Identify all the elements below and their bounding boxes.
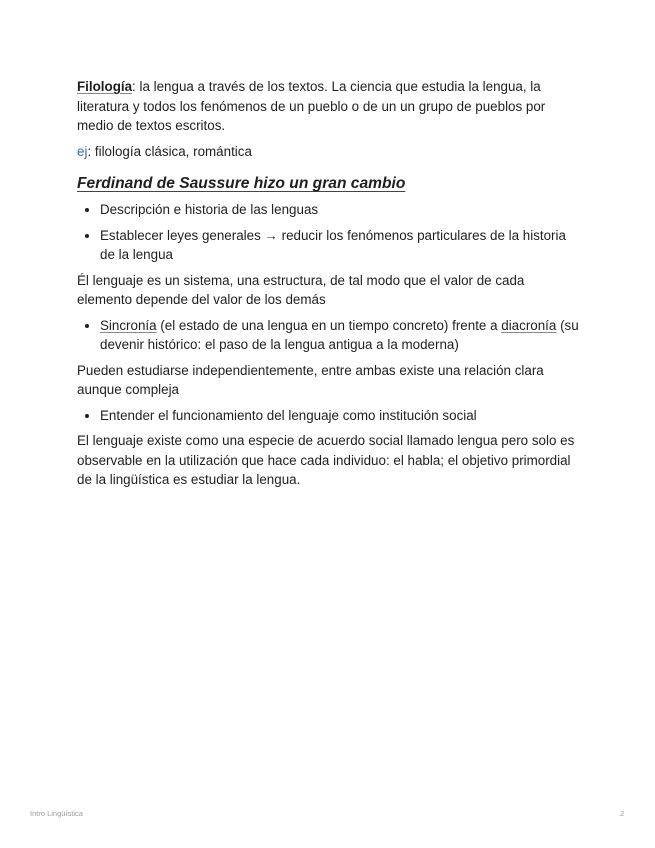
diacronia-end: (su devenir histórico: el paso de la lengua antigua a la moderna)	[100, 317, 579, 352]
lenguaje-paragraph: El lenguaje existe como una especie de acuerdo social llamado lengua pero solo es observable en la utilización que hace cada individuo: el habla; el objetivo primordial de la lingüística es estudiar la lengua.	[77, 433, 575, 487]
footer-title: Intro Lingüística	[30, 809, 83, 818]
list-item	[100, 316, 582, 355]
page-number: 2	[620, 809, 625, 818]
list-item: • Descripción e historia de las lenguas	[100, 200, 582, 220]
section-heading	[77, 174, 582, 194]
section-heading-text: Ferdinand de Saussure hizo un gran cambio	[77, 175, 406, 192]
sincronia-list	[77, 316, 582, 355]
example-line	[77, 142, 582, 162]
saussure-list	[77, 200, 582, 265]
sincronia-middle: (el estado de una lengua en un tiempo concreto) frente a	[156, 317, 502, 333]
diacronia-term: diacronía	[501, 317, 557, 333]
list-item: • Establecer leyes generales → reducir los fenómenos particulares de la historia de la lengua	[100, 226, 582, 265]
example-label: ej	[77, 143, 88, 159]
list-item: • Entender el funcionamiento del lenguaje como institución social	[100, 406, 582, 426]
filologia-text: : la lengua a través de los textos. La ciencia que estudia la lengua, la literatura y todos los fenómenos de un pueblo o de un un grupo de pueblos por medio de textos escritos.	[77, 79, 546, 133]
filologia-definition	[77, 77, 582, 136]
filologia-term: Filología	[77, 79, 133, 94]
sistema-paragraph: Él lenguaje es un sistema, una estructura, de tal modo que el valor de cada elemento depende del valor de los demás	[77, 272, 525, 307]
institucion-list	[77, 406, 582, 426]
example-text: : filología clásica, romántica	[87, 143, 252, 159]
independencia-paragraph: Pueden estudiarse independientemente, entre ambas existe una relación clara aunque compleja	[77, 362, 544, 397]
sincronia-term: Sincronía	[100, 317, 157, 333]
document-page	[77, 77, 582, 496]
